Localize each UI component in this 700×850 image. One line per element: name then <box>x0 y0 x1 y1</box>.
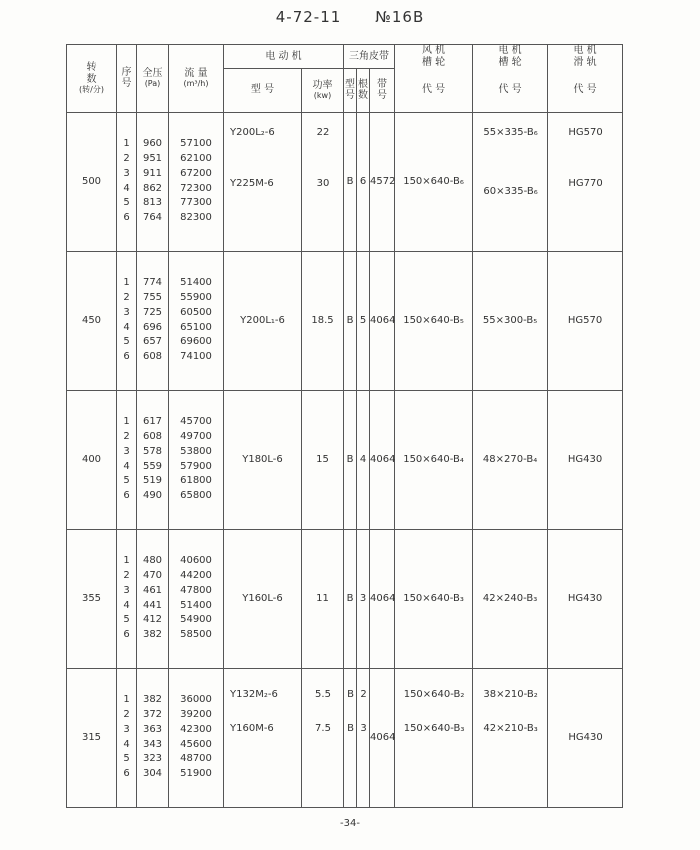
motor-power-cell: 15 <box>302 390 344 529</box>
header-fan-pulley-code: 代 号 <box>395 68 473 112</box>
header-belt-length: 带 号 <box>370 68 395 112</box>
belt-length-cell: 4572 <box>370 112 395 251</box>
pressure-cell: 774 755 725 696 657 608 <box>137 251 169 390</box>
motor-pulley-cell: 38×210-B₂ 42×210-B₃ <box>473 668 548 807</box>
belt-length-cell: 4064 <box>370 668 395 807</box>
header-speed: 转 数 (转/分) <box>67 45 117 113</box>
motor-model-cell: Y132M₂-6 Y160M-6 <box>224 668 302 807</box>
belt-count-cell: 2 3 <box>357 668 370 807</box>
belt-count-cell: 5 <box>357 251 370 390</box>
flow-cell: 51400 55900 60500 65100 69600 74100 <box>169 251 224 390</box>
flow-cell: 40600 44200 47800 51400 54900 58500 <box>169 529 224 668</box>
pressure-cell: 960 951 911 862 813 764 <box>137 112 169 251</box>
belt-count-cell: 4 <box>357 390 370 529</box>
motor-pulley-cell: 55×300-B₅ <box>473 251 548 390</box>
motor-power-cell: 11 <box>302 529 344 668</box>
belt-length-cell: 4064 <box>370 251 395 390</box>
belt-type-cell: B <box>344 390 357 529</box>
motor-power-cell: 22 30 <box>302 112 344 251</box>
pressure-cell: 382 372 363 343 323 304 <box>137 668 169 807</box>
motor-rail-cell: HG430 <box>548 529 623 668</box>
page-title <box>0 8 700 26</box>
header-motor-pulley-code: 代 号 <box>473 68 548 112</box>
fan-pulley-cell: 150×640-B₂ 150×640-B₃ <box>395 668 473 807</box>
header-pressure: 全压 (Pa) <box>137 45 169 113</box>
header-belt-count: 根 数 <box>357 68 370 112</box>
fan-number: №16B <box>375 8 425 26</box>
fan-pulley-cell: 150×640-B₄ <box>395 390 473 529</box>
header-row-1 <box>67 45 623 69</box>
flow-cell: 45700 49700 53800 57900 61800 65800 <box>169 390 224 529</box>
speed-cell: 315 <box>67 668 117 807</box>
motor-model-cell: Y160L-6 <box>224 529 302 668</box>
header-flow: 流 量 (m³/h) <box>169 45 224 113</box>
motor-power-cell: 18.5 <box>302 251 344 390</box>
belt-type-cell: B <box>344 251 357 390</box>
motor-rail-cell: HG430 <box>548 668 623 807</box>
header-motor-pulley: 电 机 槽 轮 <box>473 45 548 69</box>
seq-cell: 1 2 3 4 5 6 <box>117 529 137 668</box>
seq-cell: 1 2 3 4 5 6 <box>117 112 137 251</box>
header-motor-rail: 电 机 滑 轨 <box>548 45 623 69</box>
header-fan-pulley: 风 机 槽 轮 <box>395 45 473 69</box>
header-belt-type: 型 号 <box>344 68 357 112</box>
table-row <box>67 390 623 529</box>
table-row <box>67 112 623 251</box>
motor-rail-cell: HG570 <box>548 251 623 390</box>
motor-model-cell: Y200L₁-6 <box>224 251 302 390</box>
pressure-cell: 480 470 461 441 412 382 <box>137 529 169 668</box>
belt-length-cell: 4064 <box>370 529 395 668</box>
motor-model-cell: Y180L-6 <box>224 390 302 529</box>
belt-type-cell: B <box>344 529 357 668</box>
speed-cell: 400 <box>67 390 117 529</box>
header-motor-rail-code: 代 号 <box>548 68 623 112</box>
fan-pulley-cell: 150×640-B₆ <box>395 112 473 251</box>
header-belt-group: 三角皮带 <box>344 45 395 69</box>
belt-length-cell: 4064 <box>370 390 395 529</box>
fan-model: 4-72-11 <box>275 8 342 26</box>
motor-pulley-cell: 42×240-B₃ <box>473 529 548 668</box>
table-row <box>67 251 623 390</box>
page-number: -34- <box>340 818 360 829</box>
motor-rail-cell: HG570 HG770 <box>548 112 623 251</box>
table-row <box>67 529 623 668</box>
seq-cell: 1 2 3 4 5 6 <box>117 668 137 807</box>
motor-pulley-cell: 48×270-B₄ <box>473 390 548 529</box>
speed-cell: 450 <box>67 251 117 390</box>
table-row <box>67 668 623 807</box>
fan-performance-table <box>66 44 623 808</box>
motor-rail-cell: HG430 <box>548 390 623 529</box>
motor-model-cell: Y200L₂-6 Y225M-6 <box>224 112 302 251</box>
belt-count-cell: 3 <box>357 529 370 668</box>
belt-type-cell: B <box>344 112 357 251</box>
seq-cell: 1 2 3 4 5 6 <box>117 251 137 390</box>
flow-cell: 57100 62100 67200 72300 77300 82300 <box>169 112 224 251</box>
speed-cell: 500 <box>67 112 117 251</box>
header-motor-power: 功率 (kw) <box>302 68 344 112</box>
header-motor-group: 电 动 机 <box>224 45 344 69</box>
header-seq: 序 号 <box>117 45 137 113</box>
header-motor-model: 型 号 <box>224 68 302 112</box>
seq-cell: 1 2 3 4 5 6 <box>117 390 137 529</box>
motor-pulley-cell: 55×335-B₆ 60×335-B₆ <box>473 112 548 251</box>
pressure-cell: 617 608 578 559 519 490 <box>137 390 169 529</box>
speed-cell: 355 <box>67 529 117 668</box>
fan-pulley-cell: 150×640-B₃ <box>395 529 473 668</box>
flow-cell: 36000 39200 42300 45600 48700 51900 <box>169 668 224 807</box>
motor-power-cell: 5.5 7.5 <box>302 668 344 807</box>
belt-type-cell: B B <box>344 668 357 807</box>
fan-pulley-cell: 150×640-B₅ <box>395 251 473 390</box>
belt-count-cell: 6 <box>357 112 370 251</box>
